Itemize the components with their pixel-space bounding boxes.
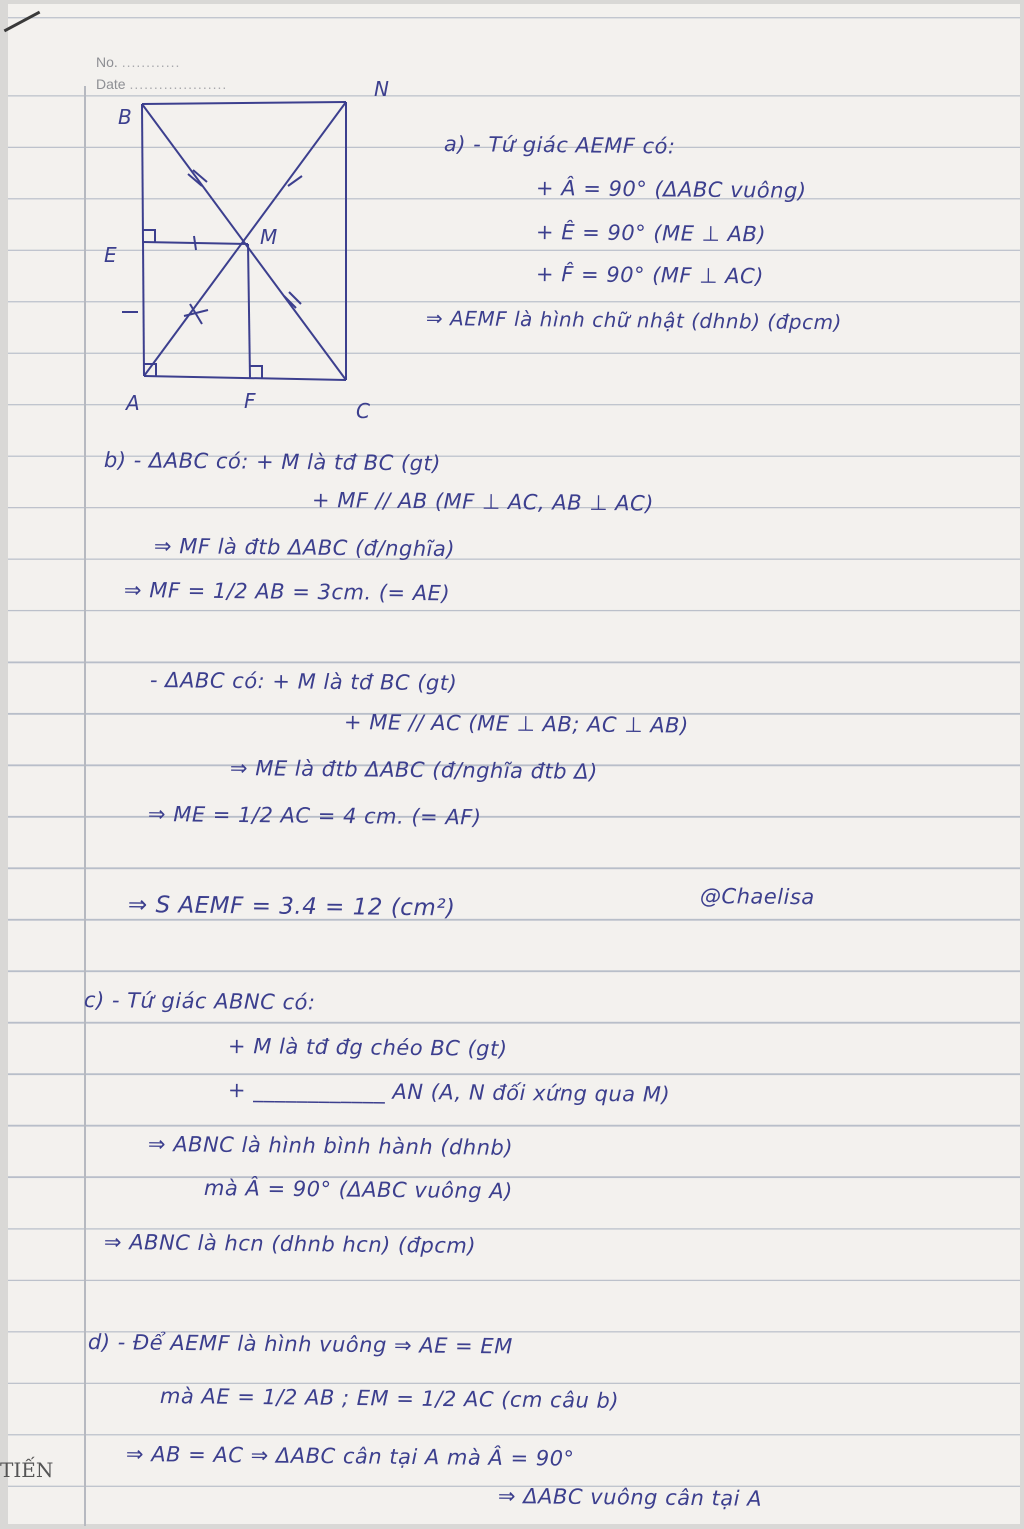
label-c: C [356, 399, 370, 419]
margin-line [84, 86, 86, 1526]
part-c-line: mà Â = 90° (ΔABC vuông A) [203, 1176, 513, 1204]
part-b-line: ⇒ MF = 1/2 AB = 3cm. (= AE) [123, 578, 451, 606]
label-b: B [118, 105, 132, 129]
label-e: E [104, 243, 117, 267]
segment-mf [248, 244, 250, 378]
part-d-conclusion: ⇒ ΔABC vuông cân tại A [497, 1484, 763, 1511]
right-angle-f [250, 366, 262, 378]
segment-ba [142, 104, 144, 376]
part-c-heading: c) - Tứ giác ABNC có: [83, 988, 316, 1015]
part-b-line: ⇒ ME = 1/2 AC = 4 cm. (= AF) [147, 802, 482, 830]
area-result: ⇒ S AEMF = 3.4 = 12 (cm²) [127, 892, 456, 922]
segment-an [144, 102, 346, 376]
part-d-line: mà AE = 1/2 AB ; EM = 1/2 AC (cm câu b) [159, 1384, 620, 1413]
right-angle-e [143, 230, 155, 242]
part-a-line: + F̂ = 90° (MF ⊥ AC) [535, 262, 765, 289]
part-b-line: + ME // AC (ME ⊥ AB; AC ⊥ AB) [343, 710, 689, 738]
geometry-figure [98, 74, 398, 419]
pencil-mark [4, 11, 41, 32]
part-c-conclusion: ⇒ ABNC là hcn (dhnb hcn) (đpcm) [103, 1230, 477, 1258]
date-label: Date .................... [96, 76, 228, 92]
part-a-conclusion: ⇒ AEMF là hình chữ nhật (dhnb) (đpcm) [425, 306, 842, 335]
part-d-line: ⇒ AB = AC ⇒ ΔABC cân tại A mà Â = 90° [125, 1442, 575, 1471]
segment-bn [142, 102, 346, 104]
part-b-line: + MF // AB (MF ⊥ AC, AB ⊥ AC) [311, 488, 655, 516]
label-f: F [244, 389, 256, 413]
label-n: N [374, 77, 389, 101]
notebook-page [8, 4, 1020, 1524]
part-c-line: + ____________ AN (A, N đối xứng qua M) [227, 1078, 671, 1107]
part-c-line: + M là tđ đg chéo BC (gt) [227, 1034, 508, 1061]
part-d-heading: d) - Để AEMF là hình vuông ⇒ AE = EM [87, 1330, 513, 1359]
label-a: A [126, 391, 140, 415]
part-c-line: ⇒ ABNC là hình bình hành (dhnb) [147, 1132, 514, 1160]
no-label: No. ............ [96, 54, 181, 70]
tick-em [194, 236, 196, 250]
part-b-line: ⇒ ME là đtb ΔABC (đ/nghĩa đtb Δ) [229, 756, 598, 784]
part-a-line: + Ê = 90° (ME ⊥ AB) [535, 220, 767, 247]
watermark: @Chaelisa [699, 884, 815, 910]
part-a-line: + Â = 90° (ΔABC vuông) [535, 176, 807, 203]
part-a-heading: a) - Tứ giác AEMF có: [443, 132, 676, 159]
edge-text: TIẾN [0, 1458, 54, 1482]
part-b-line: - ΔABC có: + M là tđ BC (gt) [149, 668, 458, 696]
part-b-heading: b) - ΔABC có: + M là tđ BC (gt) [103, 448, 442, 476]
segment-ac [144, 376, 346, 380]
part-b-line: ⇒ MF là đtb ΔABC (đ/nghĩa) [153, 534, 456, 562]
label-m: M [260, 225, 278, 249]
